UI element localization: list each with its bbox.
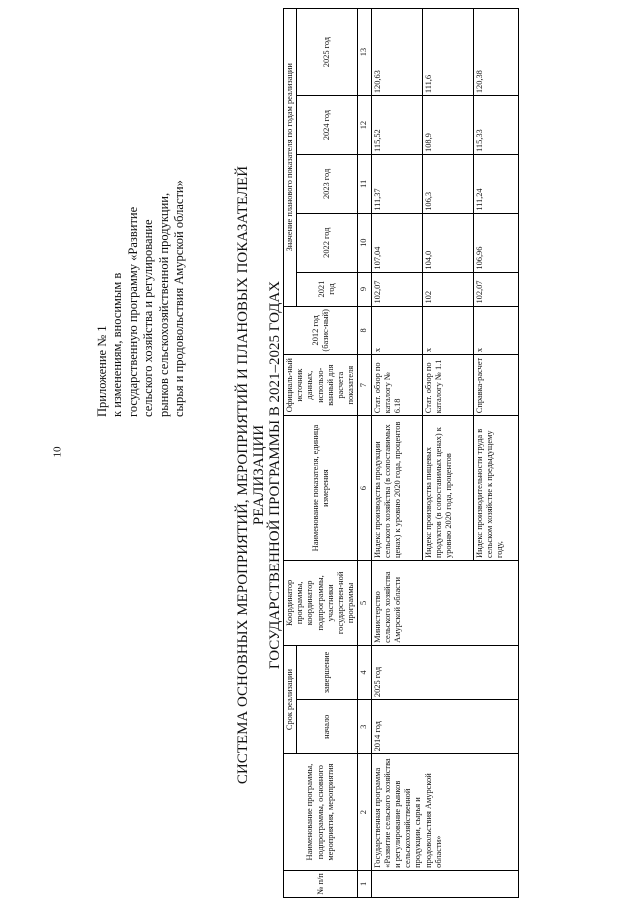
header-2025: 2025 год	[297, 9, 358, 96]
value-2024: 115,33	[473, 96, 518, 155]
indicators-table	[283, 8, 519, 898]
document-title	[235, 125, 283, 825]
header-name: Наименование программы, подпрограммы, основного мероприятия, мероприятия	[284, 754, 358, 870]
value-2024: 108,9	[422, 96, 473, 155]
header-coordinator: Координатор программы, координатор подпрограммы, участники государствен-ной программы	[284, 560, 358, 645]
value-2021: 102,07	[371, 272, 422, 306]
col-number: 4	[358, 645, 371, 699]
value-2023: 106,3	[422, 154, 473, 213]
header-num: № п/п	[284, 870, 358, 897]
appendix-line: государственную программу «Развитие	[125, 206, 140, 417]
header-term: Срок реализации	[284, 645, 297, 754]
value-2022: 104,0	[422, 213, 473, 272]
header-2023: 2023 год	[297, 154, 358, 213]
value-2022: 106,96	[473, 213, 518, 272]
indicator-name: Индекс производства пищевых продуктов (в сопоставимых ценах) к уровню 2020 года, процентов	[422, 416, 473, 561]
col-number: 11	[358, 154, 371, 213]
col-number: 7	[358, 355, 371, 416]
appendix-line: Приложение № 1	[95, 325, 109, 417]
indicator-base: x	[371, 306, 422, 355]
title-line-2: ГОСУДАРСТВЕННОЙ ПРОГРАММЫ В 2021–2025 ГОДАХ	[267, 280, 283, 670]
appendix-line: рынков сельскохозяйственной продукции,	[156, 192, 171, 417]
value-2025: 120,63	[371, 9, 422, 96]
value-2024: 115,52	[371, 96, 422, 155]
appendix-line: сырья и продовольствия Амурской области»	[172, 180, 187, 417]
header-indicator: Наименование показателя, единица измерения	[284, 416, 358, 561]
program-end: 2025 год	[371, 645, 518, 699]
program-name: Государственная программа «Развитие сельского хозяйства и регулирование рынков сельскохозяйственной продукции, сырья и продовольствия Амурской области»	[371, 754, 518, 870]
title-line-1: СИСТЕМА ОСНОВНЫХ МЕРОПРИЯТИЙ, МЕРОПРИЯТИЙ И ПЛАНОВЫХ ПОКАЗАТЕЛЕЙ РЕАЛИЗАЦИИ	[235, 165, 267, 785]
col-number: 5	[358, 560, 371, 645]
table-row	[371, 9, 422, 898]
indicator-source: Стат. обзор по каталогу № 6.18	[371, 355, 422, 416]
value-2023: 111,37	[371, 154, 422, 213]
indicator-base: x	[422, 306, 473, 355]
header-2022: 2022 год	[297, 213, 358, 272]
value-2021: 102,07	[473, 272, 518, 306]
col-number: 6	[358, 416, 371, 561]
header-2021: 2021 год	[297, 272, 358, 306]
col-number: 1	[358, 870, 371, 897]
col-number: 3	[358, 700, 371, 754]
col-number: 12	[358, 96, 371, 155]
program-start: 2014 год	[371, 700, 518, 754]
col-number: 8	[358, 306, 371, 355]
indicator-source: Стат. обзор по каталогу № 1.1	[422, 355, 473, 416]
appendix-line: к изменениям, вносимым в	[110, 272, 125, 417]
header-plan: Значение планового показателя по годам реализации	[284, 9, 297, 307]
value-2022: 107,04	[371, 213, 422, 272]
indicator-source: Справка-расчет	[473, 355, 518, 416]
value-2023: 111,24	[473, 154, 518, 213]
col-number: 9	[358, 272, 371, 306]
header-row-1	[284, 9, 297, 898]
header-end: завершение	[297, 645, 358, 699]
column-numbers-row	[358, 9, 371, 898]
col-number: 13	[358, 9, 371, 96]
header-start: начало	[297, 700, 358, 754]
indicator-base: x	[473, 306, 518, 355]
indicator-name: Индекс производства продукции сельского хозяйства (в сопоставимых ценах) к уровню 2020 года, процентов	[371, 416, 422, 561]
value-2025: 111,6	[422, 9, 473, 96]
indicator-name: Индекс производительности труда в сельском хозяйстве к предыдущему году,	[473, 416, 518, 561]
header-2024: 2024 год	[297, 96, 358, 155]
appendix-header	[95, 57, 187, 417]
col-number: 2	[358, 754, 371, 870]
header-source: Официаль-ный источник данных, использо-ванный для расчета показателя	[284, 355, 358, 416]
value-2021: 102	[422, 272, 473, 306]
page-number: 10	[51, 446, 64, 458]
header-base-year: 2012 год (базис-ный)	[284, 306, 358, 355]
program-num	[371, 870, 518, 897]
program-coordinator: Министерство сельского хозяйства Амурской области	[371, 560, 518, 645]
col-number: 10	[358, 213, 371, 272]
value-2025: 120,38	[473, 9, 518, 96]
appendix-line: сельского хозяйства и регулирование	[141, 219, 156, 417]
